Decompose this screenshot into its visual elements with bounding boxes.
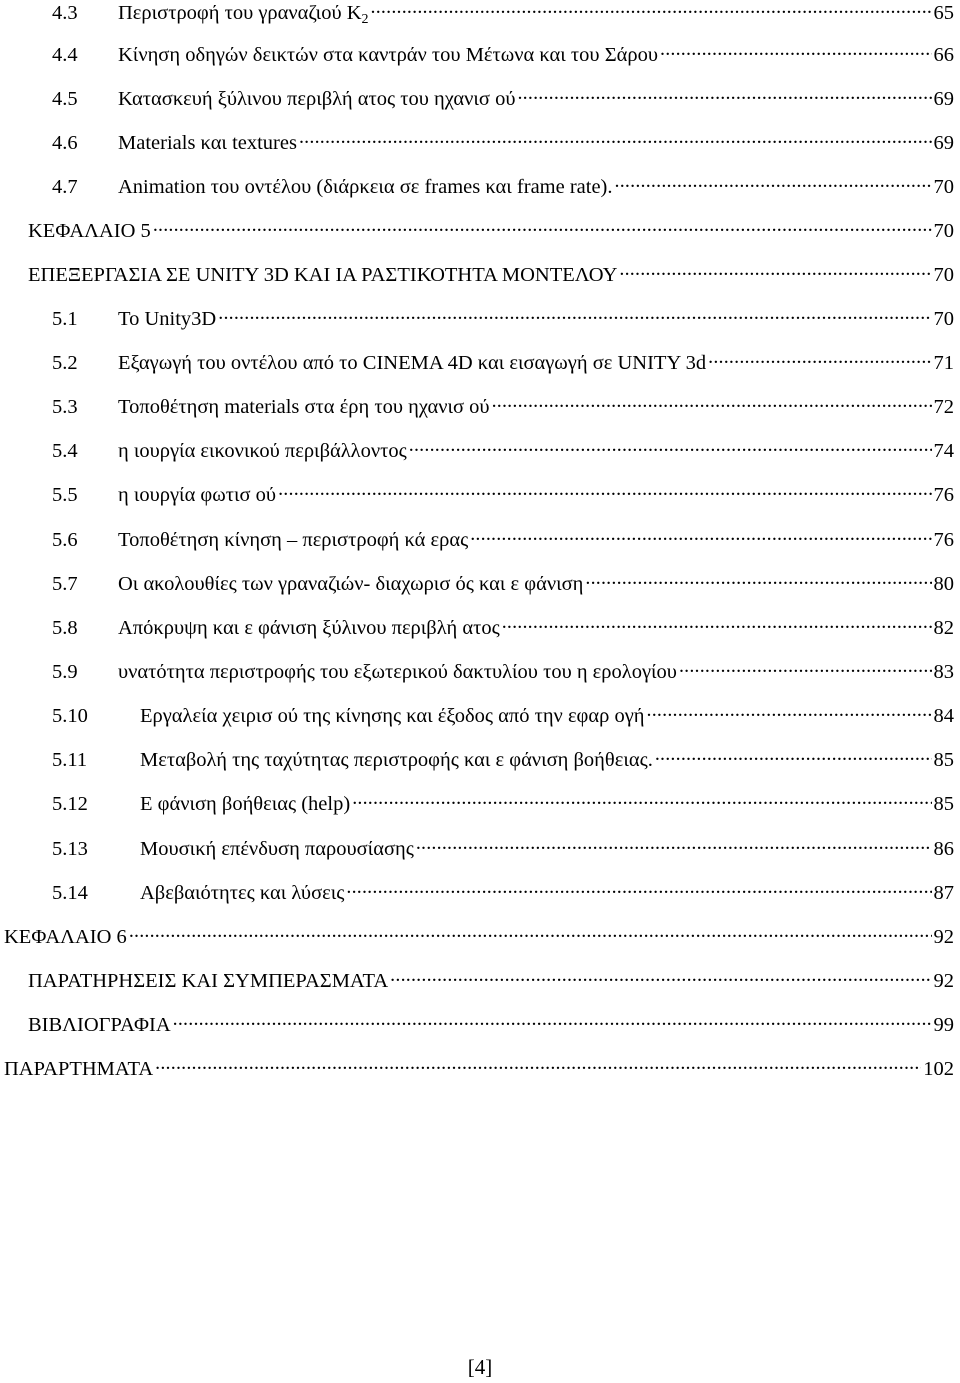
toc-entry-number: 5.13 [52,838,88,860]
toc-entry-number: 5.9 [52,661,78,683]
toc-entry-title: Απόκρυψη και ε φάνιση ξύλινου περιβλή ατος [118,617,500,639]
toc-entry[interactable] [52,789,954,819]
toc-entry-page: 70 [933,308,954,330]
toc-entry[interactable] [52,348,954,378]
toc-entry-page: 72 [933,396,954,418]
toc-entry[interactable] [52,84,954,114]
dot-leader [679,664,932,678]
toc-entry[interactable] [52,745,954,775]
toc-entry[interactable] [52,613,954,643]
dot-leader [409,443,932,457]
toc-entry-title: ΒΙΒΛΙΟΓΡΑΦΙΑ [28,1014,171,1036]
toc-entry-page: 71 [933,352,954,374]
subscript: 2 [361,12,369,27]
toc-entry-page: 70 [933,176,954,198]
toc-entry-page: 85 [933,793,954,815]
dot-leader [416,841,932,855]
toc-entry-page: 70 [933,220,954,242]
dot-leader [619,267,931,281]
toc-entry-number: 5.14 [52,882,88,904]
toc-entry-page: 70 [933,264,954,286]
toc-entry-number: 4.7 [52,176,78,198]
toc-entry-page: 80 [933,573,954,595]
toc-entry[interactable] [52,40,954,70]
toc-entry-number: 5.1 [52,308,78,330]
page-number: [4] [467,1355,493,1379]
toc-entry-title: ΚΕΦΑΛΑΙΟ 6 [4,926,127,948]
toc-entry-page: 92 [933,926,954,948]
toc-entry[interactable] [28,1010,954,1040]
toc-entry-page: 84 [933,705,954,727]
toc-entry[interactable] [28,260,954,290]
dot-leader [218,311,931,325]
toc-entry-title: Ε φάνιση βοήθειας (help) [140,793,351,815]
toc-entry-title: Αβεβαιότητες και λύσεις [140,882,345,904]
dot-leader [278,487,931,501]
toc-entry-number: 5.11 [52,749,88,771]
dot-leader [708,355,931,369]
toc-entry[interactable] [52,392,954,422]
toc-entry-number: 5.12 [52,793,88,815]
toc-entry-title: Κατασκευή ξύλινου περιβλή ατος του ηχανισ ού [118,88,516,110]
dot-leader [502,620,932,634]
toc-entry[interactable] [52,172,954,202]
toc-entry-title: Κίνηση οδηγών δεικτών στα καντράν του Μέτωνα και του Σάρου [118,44,658,66]
dot-leader [660,47,932,61]
toc-entry-page: 76 [933,529,954,551]
toc-entry-page: 85 [933,749,954,771]
toc-entry-page: 87 [933,882,954,904]
dot-leader [299,135,932,149]
toc-entry[interactable] [28,966,954,996]
toc-entry-page: 82 [933,617,954,639]
toc-entry[interactable] [52,525,954,555]
toc-entry-number: 5.10 [52,705,88,727]
toc-entry-number: 4.4 [52,44,78,66]
toc-entry-number: 4.5 [52,88,78,110]
dot-leader [517,91,931,105]
toc-entry-title: ΕΠΕΞΕΡΓΑΣΙΑ ΣΕ UNITY 3D ΚΑΙ ΙΑ ΡΑΣΤΙΚΟΤΗΤΑ ΜΟΝΤΕΛΟΥ [28,264,618,286]
toc-entry[interactable] [52,0,954,28]
toc-entry[interactable] [52,304,954,334]
toc-entry-title: ΠΑΡΑΡΤΗΜΑΤΑ [4,1058,154,1080]
toc-entry[interactable] [52,569,954,599]
toc-entry-title: Animation του οντέλου (διάρκεια σε frames και frame rate). [118,176,613,198]
dot-leader [173,1017,932,1031]
toc-entry-number: 4.6 [52,132,78,154]
toc-entry-title: Μεταβολή της ταχύτητας περιστροφής και ε φάνιση βοήθειας. [140,749,653,771]
toc-entry-number: 5.3 [52,396,78,418]
toc-entry-page: 83 [933,661,954,683]
dot-leader [492,399,932,413]
toc-entry-title: υνατότητα περιστροφής του εξωτερικού δακτυλίου του η ερολογίου [118,661,677,683]
toc-entry-title: Materials και textures [118,132,297,154]
toc-entry-number: 5.7 [52,573,78,595]
toc-entry-page: 74 [933,440,954,462]
toc-entry-page: 69 [933,88,954,110]
dot-leader [470,532,931,546]
toc-entry-title: Οι ακολουθίες των γραναζιών- διαχωρισ ός και ε φάνιση [118,573,584,595]
toc-entry[interactable] [52,480,954,510]
toc-entry-page: 86 [933,838,954,860]
toc-entry-page: 65 [933,2,954,24]
toc-entry-title: Μουσική επένδυση παρουσίασης [140,838,414,860]
dot-leader [390,973,931,987]
dot-leader [129,929,932,943]
toc-entry-title: η ιουργία εικονικού περιβάλλοντος [118,440,407,462]
toc-entry[interactable] [52,834,954,864]
toc-entry-page: 92 [933,970,954,992]
dot-leader [155,1061,921,1075]
toc-entry-page: 69 [933,132,954,154]
toc-entry-title: Εξαγωγή του οντέλου από το CINEMA 4D και εισαγωγή σε UNITY 3d [118,352,707,374]
toc-entry-page: 102 [923,1058,954,1080]
dot-leader [153,223,932,237]
toc-entry[interactable] [28,216,954,246]
toc-entry[interactable] [52,701,954,731]
dot-leader [647,708,932,722]
toc-entry[interactable] [4,922,954,952]
toc-entry[interactable] [52,128,954,158]
toc-entry-title: Περιστροφή του γραναζιού $K_2$ [118,2,369,27]
toc-entry[interactable] [52,436,954,466]
toc-entry-page: 66 [933,44,954,66]
toc-entry-number: 5.5 [52,484,78,506]
dot-leader [655,752,932,766]
dot-leader [371,5,932,19]
toc-entry-number: 5.4 [52,440,78,462]
toc-entry[interactable] [52,878,954,908]
toc-entry-title: Τοποθέτηση materials στα έρη του ηχανισ ού [118,396,490,418]
dot-leader [346,885,931,899]
dot-leader [352,796,931,810]
dot-leader [615,179,932,193]
toc-entry-number: 5.8 [52,617,78,639]
toc-entry-number: 5.2 [52,352,78,374]
toc-entry-title: η ιουργία φωτισ ού [118,484,277,506]
toc-entry-title: ΠΑΡΑΤΗΡΗΣΕΙΣ ΚΑΙ ΣΥΜΠΕΡΑΣΜΑΤΑ [28,970,389,992]
toc-entry-page: 76 [933,484,954,506]
toc-entry-title: Εργαλεία χειρισ ού της κίνησης και έξοδος από την εφαρ ογή [140,705,645,727]
toc-entry-page: 99 [933,1014,954,1036]
toc-entry-title: Τοποθέτηση κίνηση – περιστροφή κά ερας [118,529,469,551]
toc-entry-number: 4.3 [52,2,78,24]
toc-entry[interactable] [52,657,954,687]
toc-entry-title: ΚΕΦΑΛΑΙΟ 5 [28,220,151,242]
toc-entry[interactable] [4,1054,954,1084]
toc-entry-title: Το Unity3D [118,308,217,330]
dot-leader [585,576,931,590]
toc-entry-number: 5.6 [52,529,78,551]
